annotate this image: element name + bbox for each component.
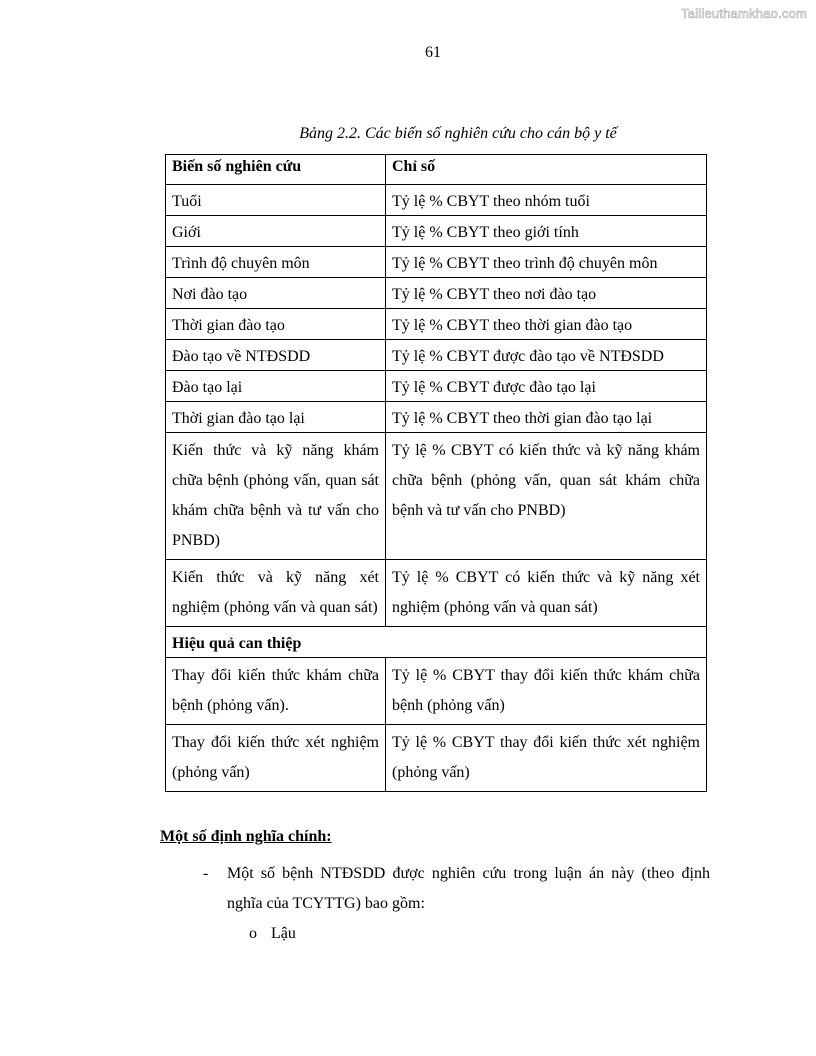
variable-cell: Trình độ chuyên môn	[166, 247, 386, 278]
indicator-cell: Tỷ lệ % CBYT theo thời gian đào tạo lại	[386, 402, 707, 433]
indicator-cell: Tỷ lệ % CBYT được đào tạo về NTĐSDD	[386, 340, 707, 371]
variable-cell: Tuổi	[166, 185, 386, 216]
page-number: 61	[425, 44, 441, 61]
indicator-cell: Tỷ lệ % CBYT được đào tạo lại	[386, 371, 707, 402]
section-title-cell: Hiệu quả can thiệp	[166, 627, 707, 658]
indicator-cell: Tỷ lệ % CBYT có kiến thức và kỹ năng khám chữa bệnh (phỏng vấn, quan sát khám chữa bệnh và tư vấn cho PNBD)	[386, 433, 707, 560]
bullet-text: Một số bệnh NTĐSDD được nghiên cứu trong luận án này (theo định nghĩa của TCYTTG) bao gồm:	[227, 865, 710, 912]
header-cell: Chỉ số	[386, 155, 707, 185]
table-row	[166, 725, 707, 792]
variable-cell: Kiến thức và kỹ năng xét nghiệm (phỏng vấn và quan sát)	[166, 560, 386, 627]
definitions-heading: Một số định nghĩa chính:	[160, 828, 332, 845]
table-row	[166, 216, 707, 247]
table-row	[166, 402, 707, 433]
indicator-cell: Tỷ lệ % CBYT theo thời gian đào tạo	[386, 309, 707, 340]
indicator-cell: Tỷ lệ % CBYT theo giới tính	[386, 216, 707, 247]
table-row	[166, 185, 707, 216]
dash-bullet-marker: -	[203, 865, 209, 882]
table-row	[166, 371, 707, 402]
variable-cell: Thời gian đào tạo lại	[166, 402, 386, 433]
variable-cell: Đào tạo lại	[166, 371, 386, 402]
variable-cell: Đào tạo về NTĐSDD	[166, 340, 386, 371]
sub-bullet-text: Lậu	[271, 925, 296, 942]
indicator-cell: Tỷ lệ % CBYT theo nhóm tuổi	[386, 185, 707, 216]
bullet-item	[203, 859, 710, 919]
sub-bullet-item	[249, 919, 296, 949]
indicator-cell: Tỷ lệ % CBYT có kiến thức và kỹ năng xét nghiệm (phỏng vấn và quan sát)	[386, 560, 707, 627]
section-header-row	[166, 627, 707, 658]
indicator-cell: Tỷ lệ % CBYT theo trình độ chuyên môn	[386, 247, 707, 278]
table-row	[166, 433, 707, 560]
variable-cell: Thời gian đào tạo	[166, 309, 386, 340]
variable-cell: Giới	[166, 216, 386, 247]
watermark: Tailieuthamkhao.com	[681, 6, 807, 21]
table-row	[166, 658, 707, 725]
variable-cell: Kiến thức và kỹ năng khám chữa bệnh (phỏng vấn, quan sát khám chữa bệnh và tư vấn cho PNBD)	[166, 433, 386, 560]
indicator-cell: Tỷ lệ % CBYT thay đổi kiến thức khám chữa bệnh (phỏng vấn)	[386, 658, 707, 725]
indicator-cell: Tỷ lệ % CBYT theo nơi đào tạo	[386, 278, 707, 309]
variable-cell: Nơi đào tạo	[166, 278, 386, 309]
variable-cell: Thay đổi kiến thức khám chữa bệnh (phỏng vấn).	[166, 658, 386, 725]
table-row	[166, 309, 707, 340]
circle-bullet-marker: o	[249, 925, 257, 942]
table-row	[166, 340, 707, 371]
table-row	[166, 278, 707, 309]
table-caption: Bảng 2.2. Các biến số nghiên cứu cho cán bộ y tế	[299, 125, 617, 142]
variable-cell: Thay đổi kiến thức xét nghiệm (phỏng vấn)	[166, 725, 386, 792]
header-cell: Biến số nghiên cứu	[166, 155, 386, 185]
table-header-row	[166, 155, 707, 185]
table-row	[166, 247, 707, 278]
indicator-cell: Tỷ lệ % CBYT thay đổi kiến thức xét nghiệm (phỏng vấn)	[386, 725, 707, 792]
table-row	[166, 560, 707, 627]
variables-table	[165, 154, 707, 792]
